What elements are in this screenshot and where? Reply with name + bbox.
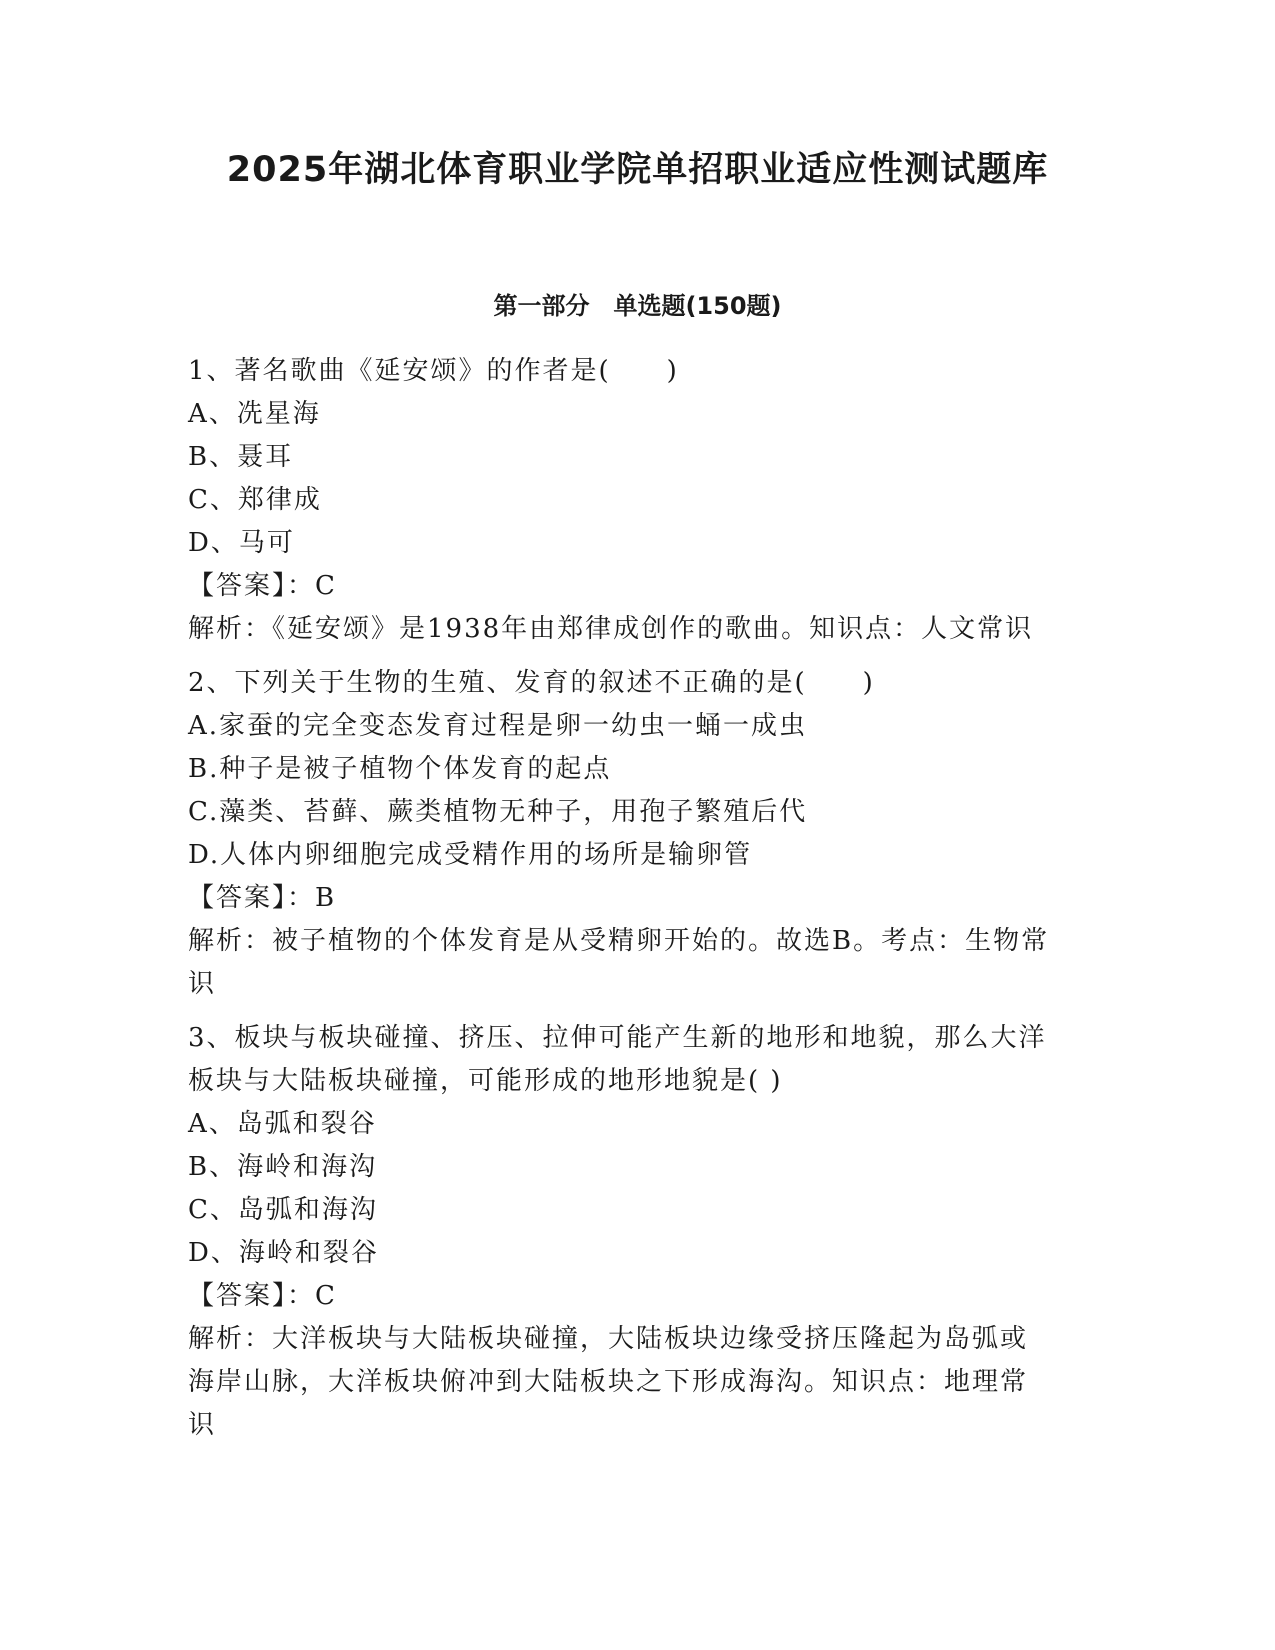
option-d: D、马可 (188, 528, 295, 558)
question-stem-line: 3、板块与板块碰撞、挤压、拉伸可能产生新的地形和地貌，那么大洋 (188, 1023, 1047, 1053)
question-2 (188, 662, 1078, 1006)
option-b: B.种子是被子植物个体发育的起点 (188, 754, 612, 784)
option-c: C.藻类、苔藓、蕨类植物无种子，用孢子繁殖后代 (188, 797, 808, 827)
option-c: C、岛弧和海沟 (188, 1195, 378, 1225)
answer-line: 【答案】：C (188, 1281, 337, 1311)
answer-line: 【答案】：C (188, 571, 337, 601)
option-a: A、岛弧和裂谷 (188, 1109, 377, 1139)
option-a: A、冼星海 (188, 399, 321, 429)
explanation-line: 解析：被子植物的个体发育是从受精卵开始的。故选B。考点：生物常 (188, 926, 1050, 956)
explanation-line: 海岸山脉，大洋板块俯冲到大陆板块之下形成海沟。知识点：地理常 (188, 1367, 1029, 1397)
option-a: A.家蚕的完全变态发育过程是卵一幼虫一蛹一成虫 (188, 711, 808, 741)
option-b: B、海岭和海沟 (188, 1152, 378, 1182)
section-title: 第一部分 单选题(150题) (493, 292, 782, 320)
answer-line: 【答案】：B (188, 883, 337, 913)
question-stem-line: 2、下列关于生物的生殖、发育的叙述不正确的是( ) (188, 668, 875, 698)
option-d: D、海岭和裂谷 (188, 1238, 379, 1268)
option-d: D.人体内卵细胞完成受精作用的场所是输卵管 (188, 840, 753, 870)
question-3 (188, 1017, 1078, 1447)
option-b: B、聂耳 (188, 442, 294, 472)
question-stem-line: 板块与大陆板块碰撞，可能形成的地形地貌是( ) (188, 1066, 783, 1096)
option-c: C、郑律成 (188, 485, 322, 515)
question-list (188, 350, 1078, 1447)
explanation-line: 解析：《延安颂》是1938年由郑律成创作的歌曲。知识点：人文常识 (188, 614, 1034, 644)
explanation-line: 解析：大洋板块与大陆板块碰撞，大陆板块边缘受挤压隆起为岛弧或 (188, 1324, 1029, 1354)
explanation-line: 识 (188, 969, 217, 999)
explanation-line: 识 (188, 1410, 217, 1440)
document-title: 2025年湖北体育职业学院单招职业适应性测试题库 (226, 150, 1049, 190)
question-1 (188, 350, 1078, 651)
question-stem-line: 1、著名歌曲《延安颂》的作者是( ) (188, 356, 679, 386)
